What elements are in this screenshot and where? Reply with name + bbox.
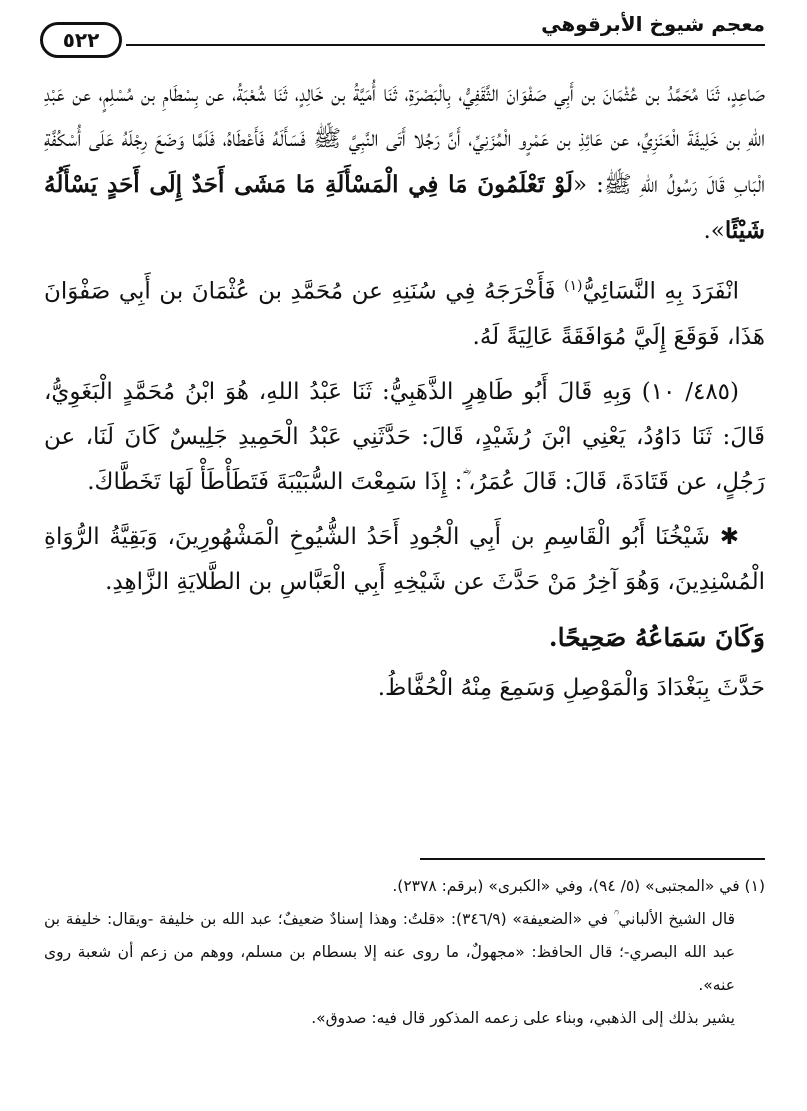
biography-text: شَيْخُنَا أَبُو الْقَاسِمِ بن أَبِي الْجُودِ أَحَدُ الشُّيُوخِ الْمَشْهُورِينَ، وَبَقِيَّةُ الرُّوَاةِ الْمُسْنِدِينَ، وَهُوَ آخِرُ مَنْ حَدَّثَ عن شَيْخِهِ أَبِي الْعَبَّاسِ بن الطَّلايَةِ الزَّاهِدِ. (44, 523, 765, 595)
commentary-paragraph (44, 264, 765, 360)
footnote-1-albani: قال الشيخ الألباني ؒ في «الضعيفة» (٣٤٦/٩): «قلتُ: وهذا إسنادٌ ضعيفٌ؛ عبد الله بن خليفة -ويقال: خليفة بن عبد الله البصري-؛ قال الحافظ: «مجهولٌ، ما روى عنه إلا بسطام بن مسلم، ووهم من زعم أن شعبة روى عنه». (44, 910, 735, 994)
footnotes (44, 870, 765, 1035)
commentary-rest: فَأَخْرَجَهُ فِي سُنَنِهِ عن مُحَمَّدِ بن عُثْمَانَ بن أَبِي صَفْوَانَ هَذَا، فَوَقَعَ إِلَيَّ مُوَافَقَةً عَالِيَةً لَهُ. (44, 278, 765, 350)
commentary-start: انْفَرَدَ بِهِ النَّسَائِيُّ (582, 278, 739, 305)
header-rule (126, 44, 765, 46)
quote-close: ». (703, 218, 725, 244)
footnote-ref: (١) (563, 278, 583, 294)
isnad-text: صَاعِدٍ، ثَنَا مُحَمَّدُ بن عُثْمَانَ بن أَبِي صَفْوَانَ الثَّقَفِيُّ، بِالْبَصْرَةِ، ثَنَا أُمَيَّةُ بن خَالِدٍ، ثَنَا شُعْبَةُ، عن بِسْطَامِ بن مُسْلِمٍ، عن عَبْدِ اللهِ بن خَلِيفَةَ الْعَنَزِيِّ، عن عَائِذِ بن عَمْرٍو الْمُزَنِيِّ، أَنَّ رَجُلا أَتَى النَّبِيَّ ﷺ فَسَأَلَهُ فَأَعْطَاهُ، فَلَمَّا وَضَعَ رِجْلَهُ عَلَى أُسْكُفَّةِ الْبَابِ قَالَ رَسُولُ اللهِ ﷺ: « (44, 81, 765, 198)
footnote-1: (١) في «المجتبى» (٥/ ٩٤)، وفي «الكبرى» (برقم: ٢٣٧٨). (392, 877, 765, 895)
hadith-paragraph (44, 72, 765, 254)
athar-paragraph: (٤٨٥/ ١٠) وَبِهِ قَالَ أَبُو طَاهِرٍ الذَّهَبِيُّ: ثَنَا عَبْدُ اللهِ، هُوَ ابْنُ مُحَمَّدٍ الْبَغَوِيُّ، قَالَ: ثَنَا دَاوُدُ، يَعْنِي ابْنَ رُشَيْدٍ، قَالَ: حَدَّثَنِي عَبْدُ الْحَمِيدِ جَلِيسٌ كَانَ لَنَا، عن رَجُلٍ، عن قَتَادَةَ، قَالَ: قَالَ عُمَرُ، ؓ: إِذَا سَمِعْتَ السُّبَيْبَةَ فَتَطَأْطَأْ لَهَا تَخَطَّاكَ. (44, 378, 765, 495)
book-title: معجم شيوخ الأبرقوهي (541, 12, 765, 36)
page-number-badge: ٥٢٢ (40, 22, 122, 58)
star-icon: ✱ (719, 523, 739, 550)
footnote-separator (420, 858, 765, 860)
shaykh-biography (44, 515, 765, 605)
narration-note: حَدَّثَ بِبَغْدَادَ وَالْمَوْصِلِ وَسَمِعَ مِنْهُ الْحُفَّاظُ. (377, 674, 765, 701)
footnote-1-end: يشير بذلك إلى الذهبي، وبناء على زعمه المذكور قال فيه: صدوق». (311, 1009, 735, 1027)
hadith-matn: لَوْ تَعْلَمُونَ مَا فِي الْمَسْأَلَةِ مَا مَشَى أَحَدٌ إِلَى أَحَدٍ يَسْأَلُهُ شَيْئًا (44, 171, 765, 244)
main-text (44, 72, 765, 721)
sama-statement: وَكَانَ سَمَاعُهُ صَحِيحًا. (548, 622, 765, 652)
page-header (38, 10, 765, 50)
